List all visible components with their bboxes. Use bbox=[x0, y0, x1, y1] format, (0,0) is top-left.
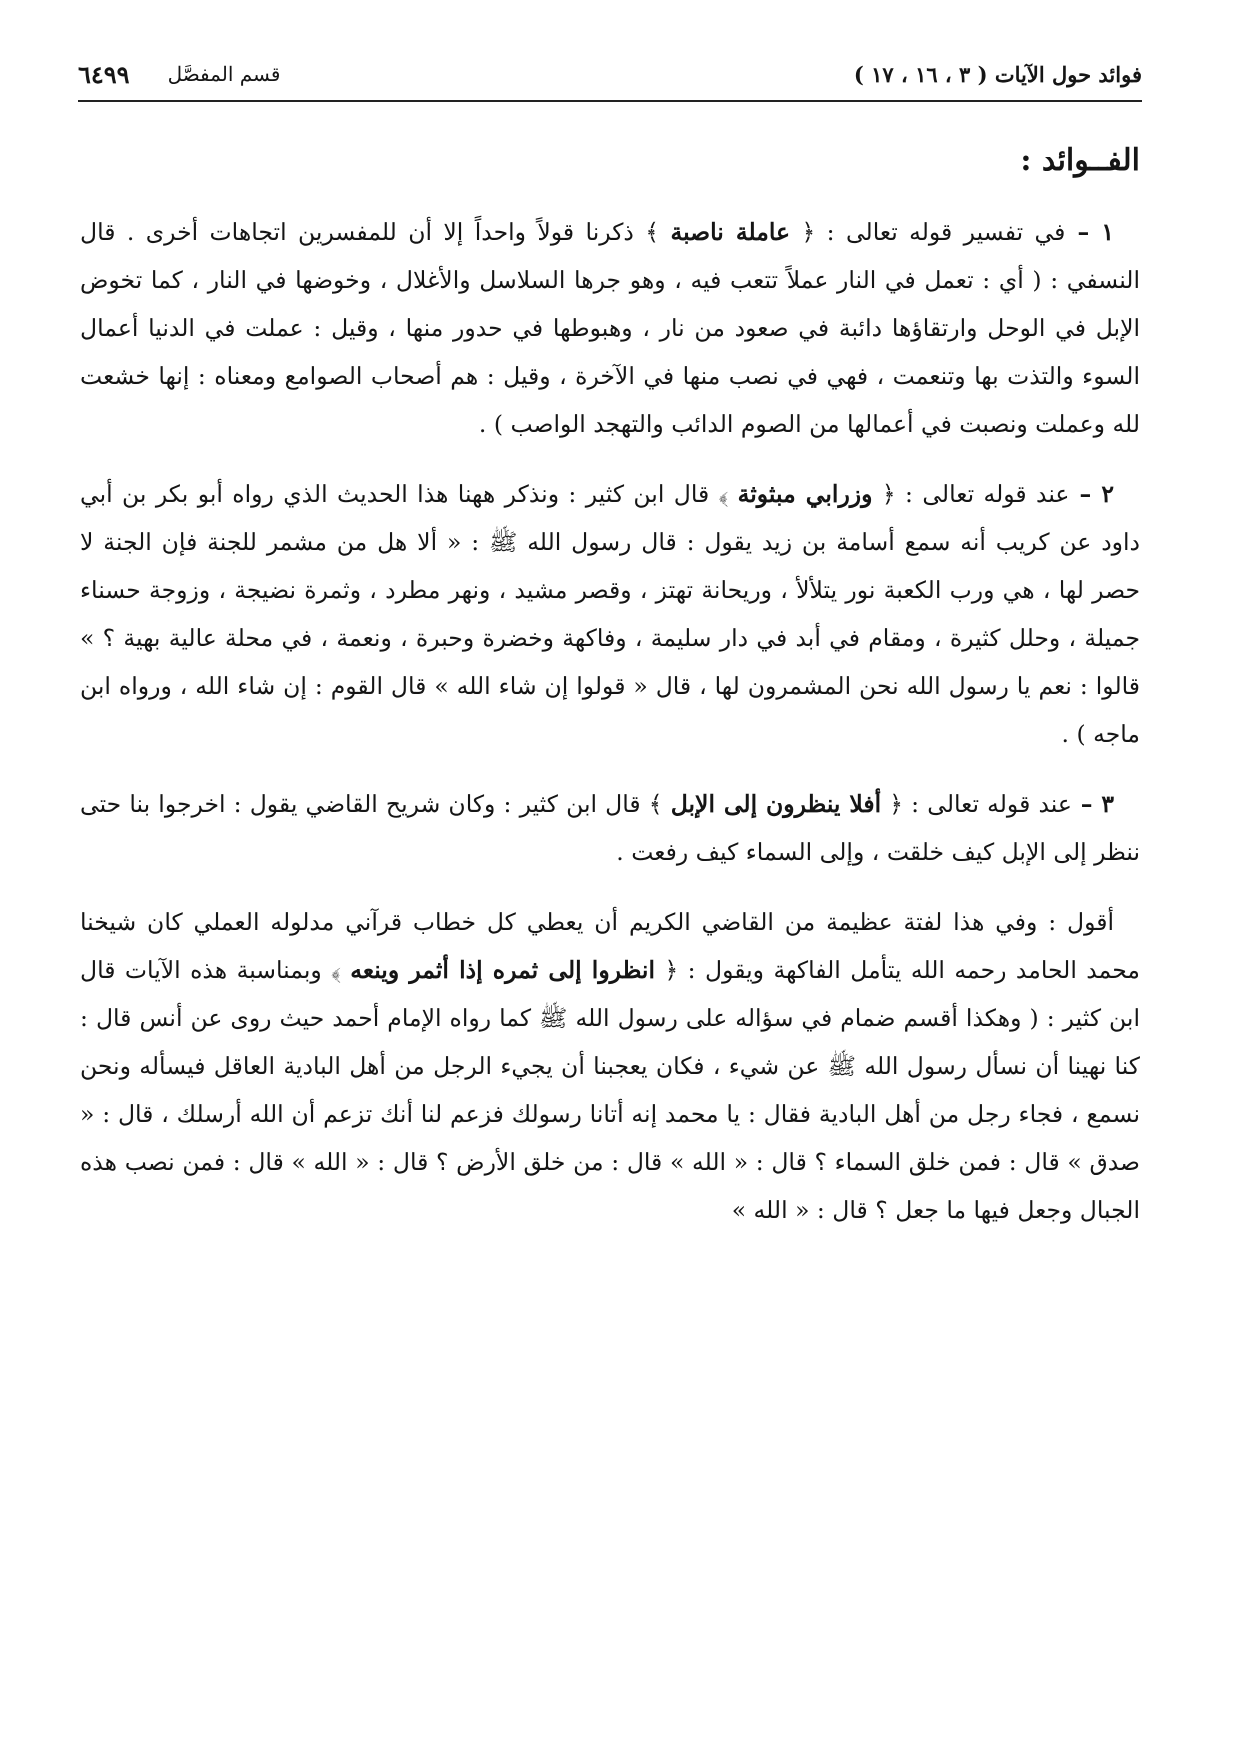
ornate-bracket-close: ﴾ bbox=[648, 790, 671, 818]
header-divider bbox=[78, 100, 1142, 102]
paragraph-1 bbox=[80, 208, 1140, 448]
paragraph-text: قال ابن كثير : ونذكر ههنا هذا الحديث الذي رواه أبو بكر بن أبي داود عن كريب أنه سمع أسامة بن زيد يقول : قال رسول الله ﷺ : « ألا هل من مشمر للجنة فإن الجنة لا حصر لها ، هي ورب الكعبة نور يتلألأ ، وريحانة تهتز ، وقصر مشيد ، ونهر مطرد ، وثمرة نضيجة ، وزوجة حسناء جميلة ، وحلل كثيرة ، ومقام في أبد في دار سليمة ، وفاكهة وخضرة وحبرة ، ونعمة ، في محلة عالية بهية ؟ » قالوا : نعم يا رسول الله نحن المشمرون لها ، قال « قولوا إن شاء الله » قال القوم : إن شاء الله ، ورواه ابن ماجه ) . bbox=[80, 480, 1140, 748]
paragraph-text: عند قوله تعالى : bbox=[895, 480, 1070, 508]
paragraph-number: ٣ – bbox=[1071, 790, 1114, 818]
paragraph-text: قال ابن كثير : وكان شريح القاضي يقول : اخرجوا بنا حتى ننظر إلى الإبل كيف خلقت ، وإلى السماء كيف رفعت . bbox=[80, 790, 1140, 866]
paragraph-text: ذكرنا قولاً واحداً إلا أن للمفسرين اتجاهات أخرى . قال النسفي : ( أي : تعمل في النار عملاً تتعب فيه ، وهو جرها السلاسل والأغلال ، وخوضها في النار ، كما تخوض الإبل في الوحل وارتقاؤها دائبة في صعود من نار ، وهبوطها في حدور منها ، وقيل : عملت في الدنيا أعمال السوء والتذت بها وتنعمت ، فهي في نصب منها في الآخرة ، وقيل : هم أصحاب الصوامع ومعناه : إنها خشعت لله وعملت ونصبت في أعمالها من الصوم الدائب والتهجد الواصب ) . bbox=[80, 218, 1140, 438]
running-title: فوائد حول الآيات ( ٣ ، ١٦ ، ١٧ ) bbox=[853, 61, 1142, 87]
ornate-bracket-open: ﴿ bbox=[881, 790, 904, 818]
paragraph-text: عند قوله تعالى : bbox=[903, 790, 1072, 818]
section-heading: الفــوائد : bbox=[1020, 143, 1140, 178]
paragraph-number: ١ – bbox=[1065, 218, 1114, 246]
header-left-group bbox=[78, 60, 280, 89]
ornate-bracket-open: ﴿ bbox=[872, 480, 896, 508]
paragraph-text: في تفسير قوله تعالى : bbox=[815, 218, 1066, 246]
quran-verse: انظروا إلى ثمره إذا أثمر وينعه bbox=[350, 956, 655, 984]
page-body bbox=[80, 138, 1140, 1256]
ornate-bracket-open: ﴿ bbox=[790, 218, 816, 246]
ornate-bracket-open: ﴿ bbox=[655, 956, 679, 984]
ornate-bracket-close: ﴾ bbox=[718, 480, 738, 508]
quran-verse: عاملة ناصبة bbox=[670, 218, 791, 246]
section-name: قسم المفصَّل bbox=[167, 62, 281, 86]
quran-verse: أفلا ينظرون إلى الإبل bbox=[670, 790, 882, 818]
ornate-bracket-close: ﴾ bbox=[645, 218, 671, 246]
page-number: ٦٤٩٩ bbox=[78, 59, 130, 89]
paragraph-4 bbox=[80, 898, 1140, 1234]
paragraph-text: وبمناسبة هذه الآيات قال ابن كثير : ( وهكذا أقسم ضمام في سؤاله على رسول الله ﷺ كما رواه الإمام أحمد حيث روى عن أنس قال : كنا نهينا أن نسأل رسول الله ﷺ عن شيء ، فكان يعجبنا أن يجيء الرجل من أهل البادية العاقل فيسأله ونحن نسمع ، فجاء رجل من أهل البادية فقال : يا محمد إنه أتانا رسولك فزعم لنا أنك تزعم أن الله أرسلك ، قال : « صدق » قال : فمن خلق السماء ؟ قال : « الله » قال : من خلق الأرض ؟ قال : « الله » قال : فمن نصب هذه الجبال وجعل فيها ما جعل ؟ قال : « الله » bbox=[80, 956, 1140, 1224]
paragraph-number: ٢ – bbox=[1069, 480, 1115, 508]
paragraph-3 bbox=[80, 780, 1140, 876]
paragraph-2 bbox=[80, 470, 1140, 758]
page-header bbox=[78, 52, 1142, 96]
ornate-bracket-close: ﴾ bbox=[331, 956, 351, 984]
quran-verse: وزرابي مبثوثة bbox=[737, 480, 873, 508]
paragraph-text: أقول : وفي هذا لفتة عظيمة من القاضي الكريم أن يعطي كل خطاب قرآني مدلوله العملي كان شيخنا محمد الحامد رحمه الله يتأمل الفاكهة ويقول : bbox=[80, 908, 1140, 984]
